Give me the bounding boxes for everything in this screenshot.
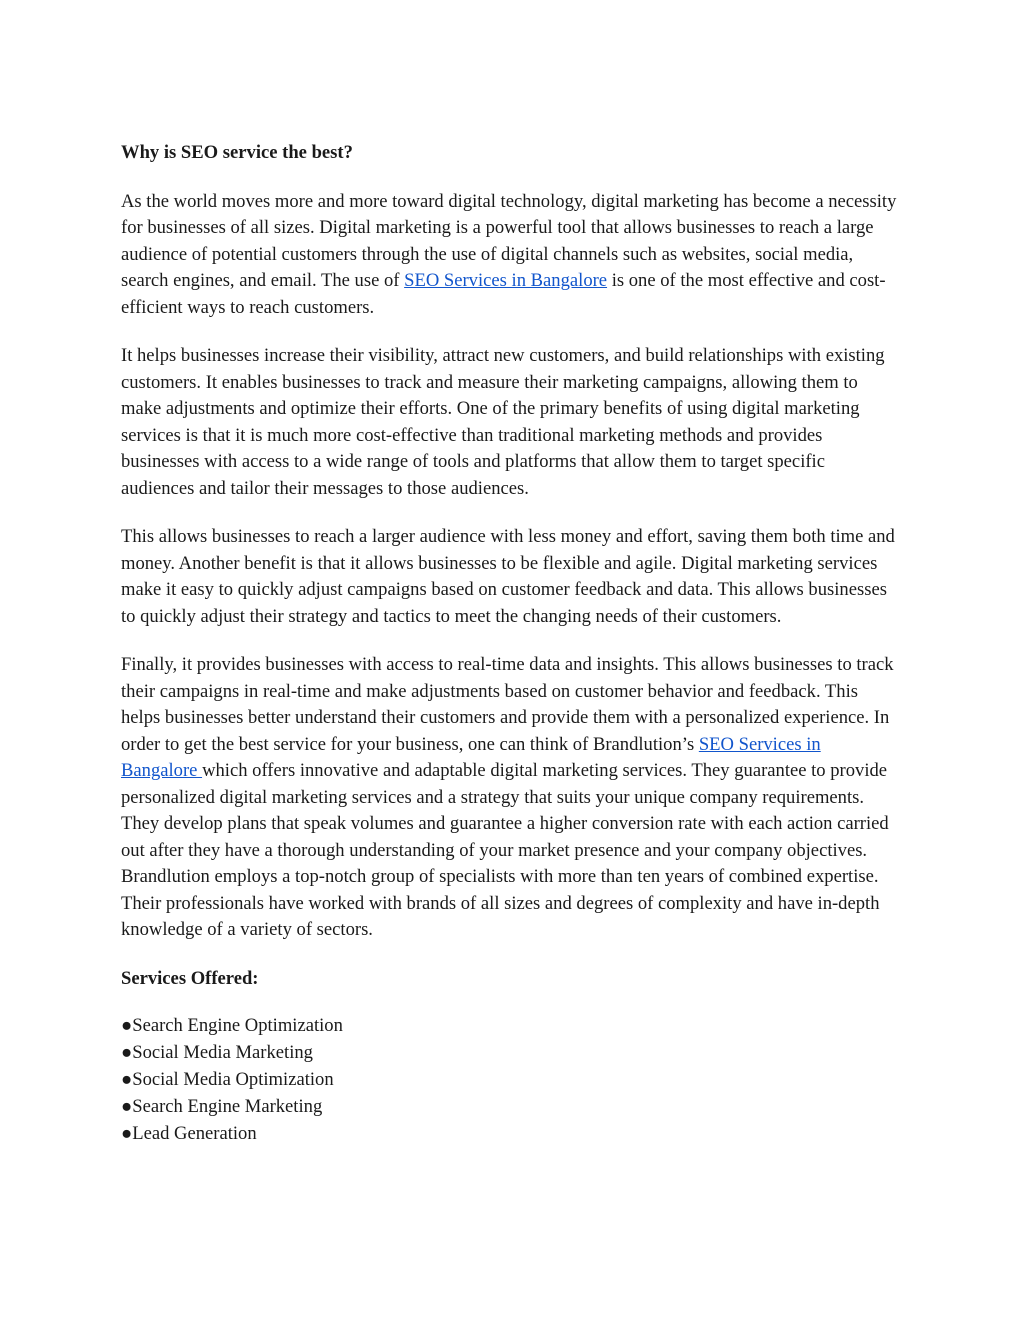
seo-services-link[interactable]: SEO Services in Bangalore [121,733,821,781]
list-item: ●Search Engine Optimization [121,1015,343,1036]
paragraph-intro [121,189,901,322]
seo-services-link[interactable]: SEO Services in Bangalore [404,270,608,291]
list-item: ●Social Media Marketing [121,1042,313,1063]
list-item: ●Search Engine Marketing [121,1096,323,1117]
document-page [121,140,901,1147]
list-item: ●Lead Generation [121,1123,257,1144]
paragraph-text: Finally, it provides businesses with access to real-time data and insights. This allows businesses to track their campaigns in real-time and make adjustments based on customer behavior and feedback. This helps businesses better understand their customers and provide them with a personalized experience. In order to get the best service for your business, one can think of Brandlution’s [121,654,894,755]
paragraph-benefits: It helps businesses increase their visibility, attract new customers, and build relationships with existing customers. It enables businesses to track and measure their marketing campaigns, allowing them to make adjustments and optimize their efforts. One of the primary benefits of using digital marketing services is that it is much more cost-effective than traditional marketing methods and provides businesses with access to a wide range of tools and platforms that allow them to target specific audiences and tailor their messages to those audiences. [121,345,885,499]
paragraph-text: which offers innovative and adaptable digital marketing services. They guarantee to provide personalized digital marketing services and a strategy that suits your unique company requirements. They develop plans that speak volumes and guarantee a higher conversion rate with each action carried out after they have a thorough understanding of your market presence and your company objectives. Brandlution employs a top-notch group of specialists with more than ten years of combined expertise. Their professionals have worked with brands of all sizes and degrees of complexity and have in-depth knowledge of a variety of sectors. [121,760,889,940]
page-title: Why is SEO service the best? [121,142,353,163]
paragraph-text: is one of the most effective and cost-efficient ways to reach customers. [121,270,886,318]
paragraph-brandlution [121,652,901,944]
paragraph-text: As the world moves more and more toward digital technology, digital marketing has become a necessity for businesses of all sizes. Digital marketing is a powerful tool that allows businesses to reach a large audience of potential customers through the use of digital channels such as websites, social media, search engines, and email. The use of [121,190,897,291]
list-item: ●Social Media Optimization [121,1069,334,1090]
services-heading: Services Offered: [121,967,259,989]
services-list [121,1012,901,1147]
paragraph-flexibility: This allows businesses to reach a larger audience with less money and effort, saving them both time and money. Another benefit is that it allows businesses to be flexible and agile. Digital marketing services make it easy to quickly adjust campaigns based on customer feedback and data. This allows businesses to quickly adjust their strategy and tactics to meet the changing needs of their customers. [121,526,895,627]
